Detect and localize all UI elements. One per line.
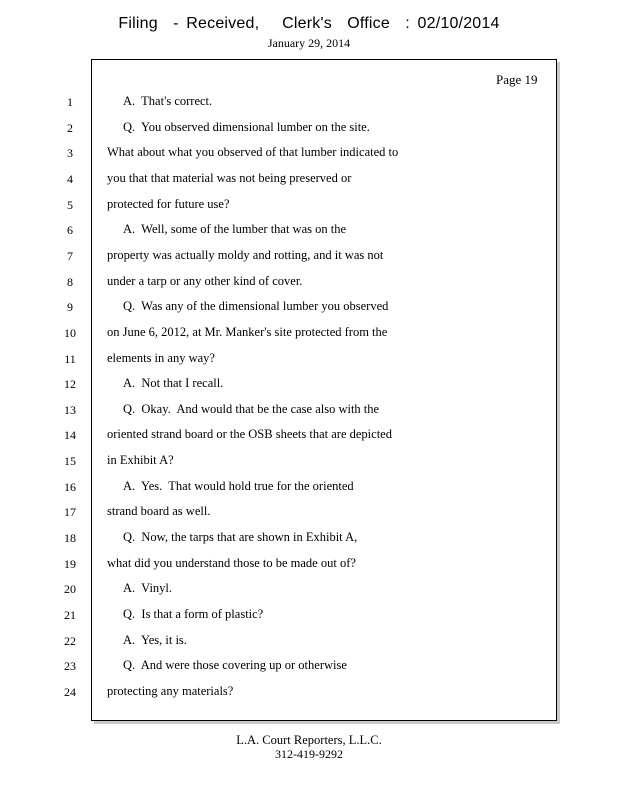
line-text: strand board as well.: [107, 504, 211, 518]
line-number: 8: [67, 275, 73, 289]
line-text: on June 6, 2012, at Mr. Manker's site protected from the: [107, 325, 388, 339]
line-text: A. Not that I recall.: [123, 376, 224, 390]
line-number: 15: [64, 454, 76, 468]
line-number: 18: [64, 531, 76, 545]
line-number: 22: [64, 634, 76, 648]
line-text: A. That's correct.: [123, 94, 213, 108]
line-number: 16: [64, 480, 76, 494]
line-number: 10: [64, 326, 76, 340]
line-number: 21: [64, 608, 76, 622]
page-number: Page 19: [496, 72, 538, 87]
line-text: Q. And were those covering up or otherwise: [123, 658, 347, 672]
line-text: oriented strand board or the OSB sheets that are depicted: [107, 427, 392, 441]
line-number: 9: [67, 300, 73, 314]
line-text: what did you understand those to be made out of?: [107, 556, 356, 570]
line-number: 19: [64, 557, 76, 571]
line-number: 13: [64, 403, 76, 417]
line-text: protected for future use?: [107, 197, 230, 211]
filing-stamp: Filing - Received, Clerk's Office : 02/10/2014: [118, 15, 500, 32]
line-text: in Exhibit A?: [107, 453, 174, 467]
line-number: 5: [67, 198, 73, 212]
line-text: property was actually moldy and rotting, and it was not: [107, 248, 384, 262]
line-text: under a tarp or any other kind of cover.: [107, 274, 303, 288]
line-text: you that that material was not being preserved or: [107, 171, 352, 185]
line-text: Q. You observed dimensional lumber on the site.: [123, 120, 370, 134]
line-number: 23: [64, 659, 76, 673]
line-number: 17: [64, 505, 76, 519]
line-text: Q. Is that a form of plastic?: [123, 607, 264, 621]
line-number: 3: [67, 146, 73, 160]
reporter-company: L.A. Court Reporters, L.L.C.: [236, 733, 382, 747]
line-text: A. Well, some of the lumber that was on the: [123, 222, 347, 236]
line-text: A. Yes, it is.: [123, 633, 187, 647]
line-text: protecting any materials?: [107, 684, 234, 698]
line-number: 20: [64, 582, 76, 596]
line-number: 4: [67, 172, 73, 186]
line-number: 24: [64, 685, 76, 699]
line-text: elements in any way?: [107, 351, 215, 365]
line-text: Q. Was any of the dimensional lumber you observed: [123, 299, 389, 313]
line-text: Q. Okay. And would that be the case also with the: [123, 402, 380, 416]
transcript-date: January 29, 2014: [267, 36, 351, 50]
line-number: 6: [67, 223, 73, 237]
line-text: Q. Now, the tarps that are shown in Exhibit A,: [123, 530, 358, 544]
line-number: 11: [64, 352, 76, 366]
line-number: 1: [67, 95, 73, 109]
line-number: 7: [67, 249, 73, 263]
line-number: 14: [64, 428, 76, 442]
line-text: A. Yes. That would hold true for the oriented: [123, 479, 354, 493]
line-text: A. Vinyl.: [123, 581, 173, 595]
line-number: 12: [64, 377, 76, 391]
line-text: What about what you observed of that lumber indicated to: [107, 145, 399, 159]
reporter-phone: 312-419-9292: [275, 747, 343, 761]
line-number: 2: [67, 121, 73, 135]
